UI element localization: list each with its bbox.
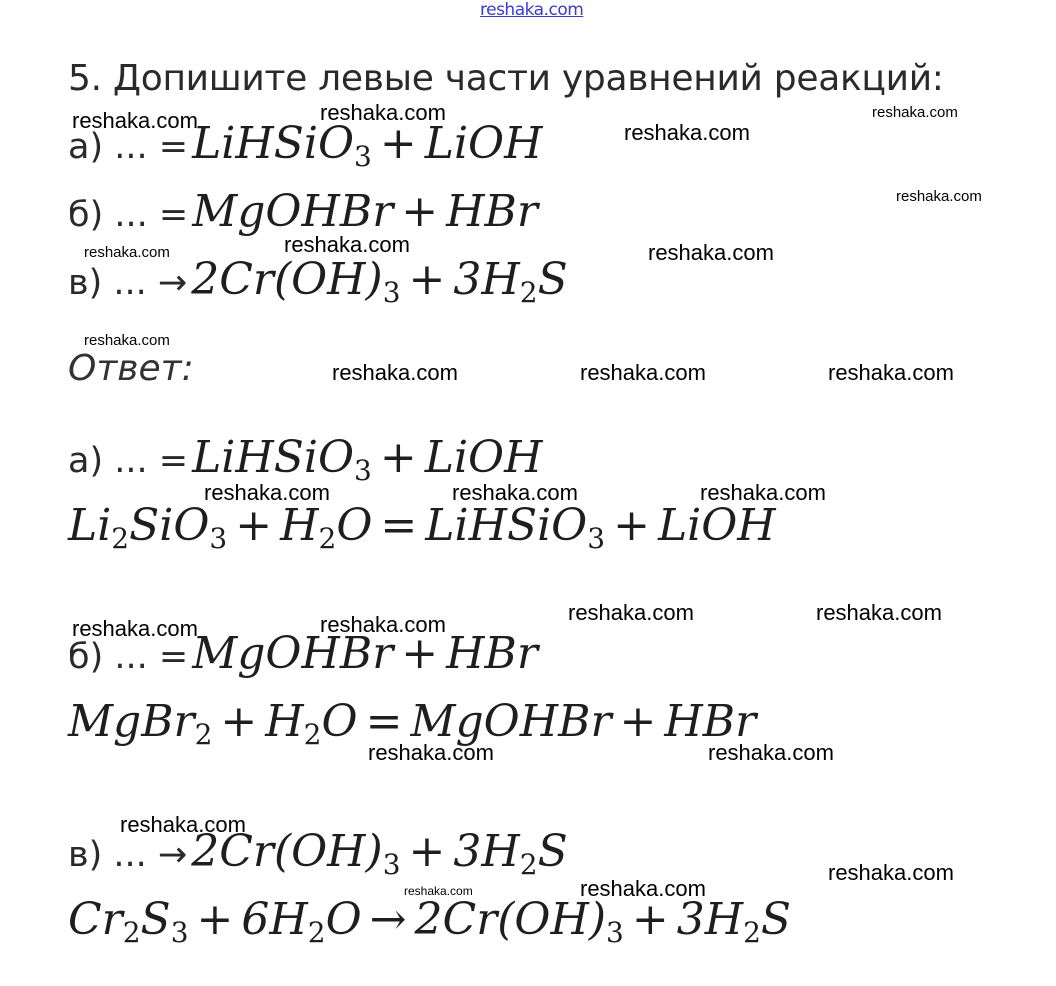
answer-v-prefix: в) ... →	[68, 835, 188, 875]
question-b-prefix: б) ... =	[68, 195, 189, 235]
watermark: reshaka.com	[648, 240, 774, 265]
equation-v-products: $2Cr(OH)_3 + 3H_2S$	[191, 254, 568, 309]
watermark: reshaka.com	[580, 360, 706, 385]
watermark: reshaka.com	[84, 244, 170, 261]
watermark: reshaka.com	[72, 616, 198, 641]
watermark: reshaka.com	[368, 740, 494, 765]
answer-a-question	[68, 432, 542, 487]
question-v	[68, 254, 568, 309]
watermark: reshaka.com	[120, 812, 246, 837]
answer-v-equation: $Cr_2S_3 + 6H_2O \to 2Cr(OH)_3 + 3H_2S$	[68, 894, 792, 949]
watermark: reshaka.com	[580, 876, 706, 901]
question-v-prefix: в) ... →	[68, 263, 188, 303]
watermark: reshaka.com	[284, 232, 410, 257]
watermark: reshaka.com	[320, 100, 446, 125]
watermark: reshaka.com	[568, 600, 694, 625]
answer-a-prefix: а) ... =	[68, 441, 189, 481]
question-b	[68, 186, 538, 237]
watermark: reshaka.com	[84, 332, 170, 349]
watermark: reshaka.com	[700, 480, 826, 505]
equation-b-products: MgOHBr + HBr	[192, 186, 538, 237]
answer-b-equation: MgBr$_2$ + $H_2O$ = MgOHBr + HBr	[68, 696, 757, 751]
watermark: reshaka.com	[828, 360, 954, 385]
answer-b-prefix: б) ... =	[68, 637, 189, 677]
watermark: reshaka.com	[708, 740, 834, 765]
answer-v-products: $2Cr(OH)_3 + 3H_2S$	[191, 826, 568, 881]
task-title: 5. Допишите левые части уравнений реакций:	[68, 58, 944, 99]
answer-label: Ответ:	[68, 348, 194, 389]
equation-a-products: LiHSiO$_3$ + LiOH	[192, 118, 543, 173]
watermark: reshaka.com	[404, 884, 473, 898]
watermark: reshaka.com	[872, 104, 958, 121]
watermark: reshaka.com	[816, 600, 942, 625]
watermark: reshaka.com	[828, 860, 954, 885]
watermark: reshaka.com	[332, 360, 458, 385]
watermark: reshaka.com	[320, 612, 446, 637]
watermark: reshaka.com	[452, 480, 578, 505]
watermark: reshaka.com	[624, 120, 750, 145]
answer-a-products: LiHSiO$_3$ + LiOH	[192, 432, 543, 487]
site-link[interactable]: reshaka.com	[480, 0, 584, 20]
watermark: reshaka.com	[204, 480, 330, 505]
watermark: reshaka.com	[72, 108, 198, 133]
question-a-prefix: а) ... =	[68, 127, 189, 167]
answer-b-products: MgOHBr + HBr	[192, 628, 538, 679]
answer-a-equation: $Li_2SiO_3 + H_2O$ = LiHSiO$_3$ + LiOH	[68, 500, 776, 555]
watermark: reshaka.com	[896, 188, 982, 205]
